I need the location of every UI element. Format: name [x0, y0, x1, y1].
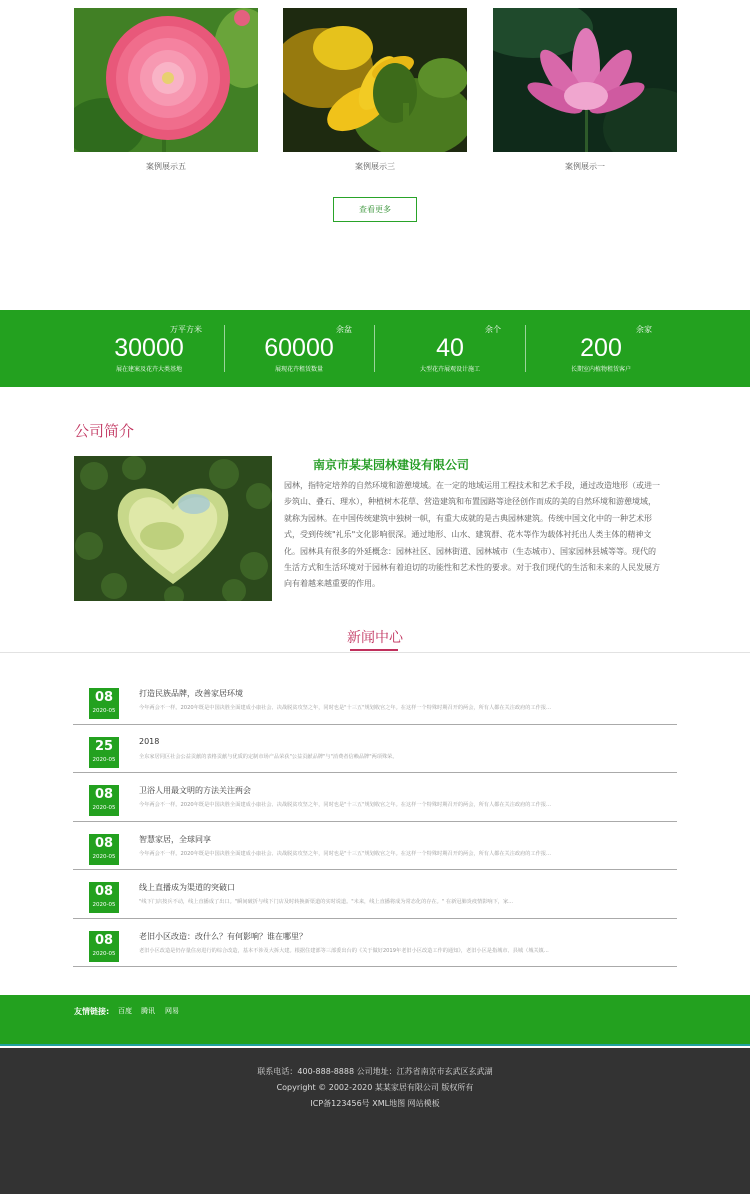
news-title[interactable]: 打造民族品牌，改善家居环境: [139, 689, 243, 698]
news-summary: "线下门店按兵不动，线上直播成了出口。"瞬间破折与线下门店及时转换新渠道的实时说道。"未来，线上直播将成为常态化的存在。" 在新冠肺炎疫情影响下，家...: [139, 899, 514, 905]
news-summary: 今年两会不一样。2020年既是中国决胜全面建成小康社会、决战脱贫攻坚之年，同时也是"十三五"规划收官之年。在这样一个特殊时期召开的两会，所有人都在关注政府的工作报...: [139, 802, 551, 808]
friend-link[interactable]: 腾讯: [141, 1007, 155, 1015]
news-day: 08: [94, 690, 114, 705]
news-item[interactable]: [73, 773, 677, 822]
stat-label: 大型花卉展观设计施工: [419, 366, 480, 373]
case-card[interactable]: [74, 8, 258, 173]
case-caption[interactable]: 案例展示五: [146, 162, 186, 171]
news-summary: 全东家居同区社会公益贡献的表格贡献与优质的定制市场产品荣获"公益贡献品牌"与"消费者信赖品牌"两项殊荣。: [139, 753, 398, 760]
news-month: 2020-05: [92, 853, 116, 860]
news-summary: 今年两会不一样。2020年既是中国决胜全面建成小康社会、决战脱贫攻坚之年，同时也是"十三五"规划收官之年。在这样一个特殊时期召开的两会，所有人都在关注政府的工作报...: [139, 850, 551, 857]
news-title[interactable]: 老旧小区改造：改什么？有何影响？谁在哪里？: [139, 931, 307, 941]
stat-label: 长期室内植物租赁客户: [570, 366, 631, 373]
news-item[interactable]: [73, 676, 677, 725]
case-caption[interactable]: 案例展示一: [565, 162, 605, 171]
news-summary: 今年两会不一样。2020年既是中国决胜全面建成小康社会、决战脱贫攻坚之年，同时也是"十三五"规划收官之年。在这样一个特殊时期召开的两会，所有人都在关注政府的工作报...: [139, 705, 551, 711]
friend-link[interactable]: 百度: [118, 1007, 132, 1015]
case-section: [0, 0, 750, 300]
stat-unit: 万平方米: [170, 325, 202, 334]
case-image-dahlia[interactable]: [74, 8, 258, 152]
about-text: 园林，指特定培养的自然环境和游憩境域。在一定的地域运用工程技术和艺术手段，通过改造地形（或进一步筑山、叠石、理水），种植树木花草、营造建筑和布置园路等途径创作而成的美的自然环境和游憩境域，就称为园林。在中国传统建筑中独树一帜，有重大成就的是古典园林建筑。传统中国文化中的一种艺术形式，受到传统"礼乐"文化影响很深。通过地形、山水、建筑群、花木等作为载体衬托出人类主体的精神文化。园林具有很多的外延概念：园林社区、园林街道、园林城市（生态城市）、国家园林县城等等。现代的生活方式和生活环境对于园林有着迫切的功能性和艺术性的要求。对于我们现代的生活和未来的人民发展方向有着越来越重要的作用。: [284, 481, 660, 589]
news-month: 2020-05: [92, 950, 116, 957]
news-date-badge: [89, 785, 119, 816]
stat-unit: 余个: [485, 325, 501, 334]
news-date-badge: [89, 931, 119, 962]
stat-unit: 余盆: [336, 325, 352, 334]
case-card[interactable]: [283, 8, 467, 173]
news-title[interactable]: 2018: [139, 736, 160, 746]
footer-icp[interactable]: ICP备123456号 XML地图 网站模板: [310, 1099, 440, 1108]
friend-link[interactable]: 网易: [165, 1007, 179, 1015]
news-month: 2020-05: [92, 902, 116, 908]
news-title[interactable]: 线上直播成为渠道的突破口: [139, 883, 235, 892]
news-title[interactable]: 智慧家居，全球同享: [139, 834, 211, 844]
case-caption[interactable]: 案例展示三: [355, 162, 395, 171]
news-item[interactable]: [73, 725, 677, 774]
news-date-badge: [89, 688, 119, 719]
news-item[interactable]: [73, 822, 677, 871]
news-day: 08: [94, 787, 114, 802]
stat-item: [224, 310, 374, 387]
stat-value: 200: [580, 334, 622, 362]
about-company-name: 南京市某某园林建设有限公司: [313, 458, 470, 472]
news-title[interactable]: 卫浴人用最文明的方法关注两会: [139, 786, 251, 795]
news-summary: 老旧小区改造是仍存量住房进行的综合改造，基本不涉及大拆大建。根据住建部等三部委出台的《关于做好2019年老旧小区改造工作的通知》，老旧小区是指城市、县城（城关镇...: [139, 947, 549, 954]
news-title-underline: [350, 649, 398, 651]
stat-item: [526, 310, 676, 387]
footer-copyright: Copyright © 2002-2020 某某家居有限公司 版权所有: [276, 1083, 474, 1092]
news-day: 08: [94, 884, 114, 899]
news-month: 2020-05: [92, 708, 116, 714]
news-day: 08: [94, 835, 114, 851]
friend-links-label: 友情链接:: [74, 1007, 110, 1016]
case-card[interactable]: [493, 8, 677, 173]
news-day: 08: [94, 932, 114, 948]
news-divider: [0, 652, 750, 653]
case-image-sunflower[interactable]: [283, 8, 467, 152]
stat-unit: 余家: [636, 325, 652, 334]
stat-value: 60000: [264, 334, 334, 362]
news-item[interactable]: [73, 919, 677, 968]
stat-label: 展在建案及花卉大类基地: [115, 366, 182, 373]
stats-banner: [0, 310, 750, 387]
stat-label: 展现花卉租赁数量: [274, 366, 323, 373]
stat-item: [375, 310, 525, 387]
about-image-heart-hedge[interactable]: [74, 456, 272, 601]
stat-item: [74, 310, 224, 387]
news-date-badge: [89, 834, 119, 865]
news-section-title: 新闻中心: [347, 630, 403, 646]
friend-links-bar: [0, 995, 750, 1046]
news-date-badge: [89, 882, 119, 913]
news-date-badge: [89, 737, 119, 768]
news-item[interactable]: [73, 870, 677, 919]
about-title: 公司简介: [74, 422, 135, 440]
footer-contact: 联系电话：400-888-8888 公司地址：江苏省南京市玄武区玄武湖: [257, 1067, 493, 1076]
news-month: 2020-05: [92, 805, 116, 811]
view-more-button[interactable]: 查看更多: [333, 197, 417, 222]
stat-value: 30000: [114, 334, 184, 362]
news-month: 2020-05: [92, 756, 116, 763]
news-list: [73, 676, 677, 967]
case-image-lotus[interactable]: [493, 8, 677, 152]
footer: [0, 1048, 750, 1194]
news-day: 25: [94, 738, 114, 754]
stat-value: 40: [436, 334, 464, 362]
